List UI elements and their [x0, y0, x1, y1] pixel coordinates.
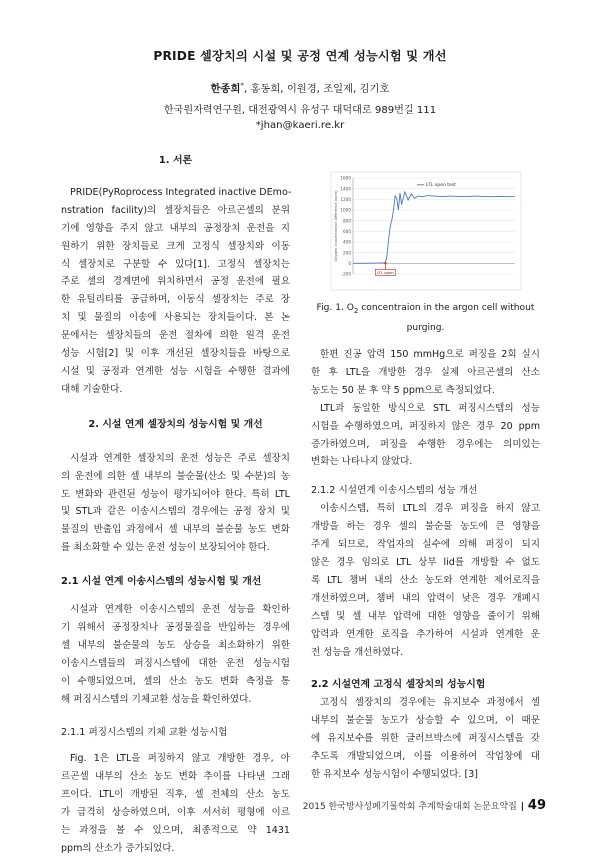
text-line: 개방을 하는 경우 셀의 불순물 농도에 큰 영향을 [311, 521, 540, 533]
y-tick-label: 800 [343, 218, 351, 224]
text-line: 식 셀장치로 구분할 수 있다[1]. 고정식 셀장치는 [61, 258, 290, 270]
footer-separator: | [520, 802, 525, 812]
subsection-heading: 2.2 시설연계 고정식 셀장치의 성능시험 [311, 679, 486, 691]
text-line: 문에서는 셀장치들의 운전 절차에 의한 원격 운전 [61, 330, 290, 342]
paragraph [61, 601, 290, 708]
text-line: 않은 경우 임의로 LTL 상부 lid를 개방할 수 없도 [311, 556, 540, 568]
subsubsection-heading: 2.1.1 퍼징시스템의 기체 교환 성능시험 [61, 727, 228, 739]
text-line: LTL과 동일한 방식으로 STL 퍼징시스템의 성능 [320, 402, 540, 414]
text-line: 기에 영향을 주지 않고 내부의 공정장치 운전을 지 [61, 222, 290, 234]
affiliation: 한국원자력연구원, 대전광역시 유성구 대덕대로 989번길 111 [163, 105, 437, 116]
annotation-label: LTL open [377, 269, 394, 275]
text-line: 시설과 연계한 셀장치의 운전 성능은 주로 셀장치 [70, 452, 290, 464]
y-tick-label: 200 [343, 250, 351, 256]
y-tick-label: 1600 [340, 175, 351, 181]
text-line: 치 및 물질의 이송에 사용되는 장치들이다. 본 논 [61, 312, 290, 324]
y-tick-label: 0 [348, 260, 351, 266]
y-tick-label: 1400 [340, 186, 351, 192]
text-line: 물질의 반출입 과정에서 셀 내부의 불순물 농도 변화 [61, 524, 290, 536]
paragraph [311, 694, 540, 784]
page-footer [300, 798, 546, 813]
y-tick-label: -200 [341, 271, 351, 277]
text-line: 한 유지보수 성능시험이 수행되었다. [3] [311, 768, 479, 780]
text-line: 농도는 50 분 후 약 5 ppm으로 측정되었다. [311, 384, 495, 396]
text-line: 이 수행되었으며, 셀의 산소 농도 변화 측정을 통 [61, 675, 290, 687]
text-line: 성능 시험[2] 및 이후 개선된 셀장치들을 바탕으로 [61, 348, 290, 360]
paragraph [311, 500, 540, 661]
text-line: 르곤셀 내부의 산소 농도 변화 추이를 나타낸 그래 [61, 771, 290, 783]
page-number: 49 [527, 798, 546, 813]
figure-1 [331, 172, 521, 290]
legend-label: LTL open test [426, 183, 456, 188]
co-authors: , 홍동희, 이원경, 조일제, 김기호 [243, 83, 390, 95]
text-line: 개선하였으며, 챔버 내의 압력이 낮은 경우 개폐시 [311, 592, 540, 604]
text-line: 주로 셀의 경계면에 위치하면서 공정 운전에 필요 [61, 276, 290, 288]
text-line: 전 성능을 개선하였다. [311, 646, 404, 658]
text-line: 시설 및 공정과 연계한 성능 시험을 수행한 결과에 [61, 365, 290, 377]
text-line: 이송시스템, 특히 LTL의 경우 퍼징을 하지 않고 [320, 503, 540, 515]
text-line: 주게 되므로, 작업자의 실수에 의해 퍼징이 되지 [311, 539, 540, 551]
y-tick-label: 400 [343, 239, 351, 245]
text-line: 내부의 불순물 농도가 상승할 수 있으며, 이 때문 [311, 715, 540, 727]
text-line: 대해 기술한다. [61, 383, 123, 395]
caption-subscript: 2 [353, 306, 359, 315]
text-line: 를 최소화할 수 있는 운전 성능이 보장되어야 한다. [61, 542, 270, 554]
paper-title: PRIDE 셀장치의 시설 및 공정 연계 성능시험 및 개선 [153, 49, 447, 63]
oxygen-chart [331, 172, 521, 290]
text-line: 시설과 연계한 이송시스템의 운전 성능을 확인하 [70, 604, 290, 616]
text-line: 시험을 수행하였으며, 퍼징하지 않은 경우 20 ppm [311, 420, 540, 432]
text-line: 추도록 개발되었으며, 이를 이용하여 작업창에 대 [311, 751, 540, 763]
text-line: 도 변화와 관련된 성능이 평가되어야 한다. 특히 LTL [61, 488, 290, 500]
caption-text-line2: purging. [406, 323, 445, 334]
paragraph [311, 346, 540, 400]
paragraph [61, 750, 290, 857]
right-column [311, 346, 540, 784]
subsection-heading: 2.1 시설 연계 이송시스템의 성능시험 및 개선 [61, 576, 262, 588]
corresponding-mark: * [240, 81, 244, 90]
text-line: 이송시스템들의 퍼징시스템에 대한 운전 성능시험 [61, 657, 290, 669]
paragraph [61, 184, 290, 399]
left-column [61, 152, 290, 858]
text-line: 한 유틸리티를 공급하며, 이동식 셀장치는 주로 장 [61, 294, 290, 306]
y-tick-label: 1000 [340, 207, 351, 213]
text-line: nstration facility)의 셀장치들은 아르곤셀의 분위 [61, 204, 290, 216]
text-line: 가 급격히 상승하였으며, 이후 서서히 평형에 이르 [61, 807, 290, 819]
text-line: ppm의 산소가 증가되었다. [61, 842, 175, 854]
text-line: 기 위해서 공정장치나 공정물질을 반입하는 경우에 [61, 621, 290, 633]
text-line: 변화는 나타나지 않았다. [311, 456, 413, 468]
text-line: Fig. 1은 LTL을 퍼징하지 않고 개방한 경우, 아 [70, 753, 290, 765]
y-tick-label: 1200 [340, 196, 351, 202]
section-heading: 2. 시설 연계 셀장치의 성능시험 및 개선 [88, 418, 263, 430]
text-line: 스템 및 셀 내부 압력에 대한 영향을 줄이기 위해 [311, 610, 540, 622]
y-axis-label: Oxygen concentration difference (ppm) [334, 190, 338, 262]
text-line: 증가하였으며, 퍼징을 수행한 경우에는 의미있는 [311, 438, 540, 450]
text-line: 한 후 LTL을 개방한 경우 실제 아르곤셀의 산소 [311, 366, 540, 378]
caption-text: Fig. 1. O [316, 303, 354, 313]
text-line: 해 퍼징시스템의 기체교환 성능을 확인하였다. [61, 693, 252, 705]
text-line: 원하기 위한 장치들로 크게 고정식 셀장치와 이동 [61, 240, 290, 252]
text-line: 고정식 셀장치의 경우에는 유지보수 과정에서 셀 [320, 697, 540, 709]
y-tick-label: 600 [343, 228, 351, 234]
lead-author: 한종희 [210, 83, 241, 95]
text-line: 록 LTL 챔버 내의 산소 농도와 연계한 제어로직을 [311, 574, 540, 586]
text-line: 압력과 연계한 로직을 추가하여 시설과 연계한 운 [311, 628, 540, 640]
footer-text: 2015 한국방사성폐기물학회 추계학술대회 논문요약집 [302, 802, 517, 812]
text-line: 한편 진공 압력 150 mmHg으로 퍼징을 2회 실시 [320, 349, 540, 360]
text-line: 의 운전에 의한 셀 내부의 불순물(산소 및 수분)의 농 [61, 470, 290, 482]
email: *jhan@kaeri.re.kr [255, 120, 345, 131]
author-line [0, 80, 600, 95]
chart-frame [331, 172, 521, 290]
text-line: 는 과정을 볼 수 있으며, 최종적으로 약 1431 [61, 825, 290, 836]
paragraph [61, 450, 290, 557]
caption-text-rest: concentraion in the argon cell without [358, 303, 535, 313]
text-line: 및 STL과 같은 이송시스템의 경우에는 공정 장치 및 [61, 506, 290, 518]
section-heading: 1. 서론 [158, 155, 193, 166]
text-line: PRIDE(PyRoprocess Integrated inactive DEmo- [70, 186, 292, 198]
figure-caption [311, 300, 540, 338]
text-line: 에 유지보수를 위한 글러브박스에 퍼징시스템을 갖 [311, 733, 540, 745]
paragraph [311, 400, 540, 472]
text-line: 셀 내부의 불순물의 농도 상승을 최소화하기 위한 [61, 639, 290, 651]
subsubsection-heading: 2.1.2 시설연계 이송시스템의 성능 개선 [311, 485, 478, 497]
text-line: 프이다. LTL이 개방된 직후, 셀 전체의 산소 농도 [61, 789, 290, 801]
